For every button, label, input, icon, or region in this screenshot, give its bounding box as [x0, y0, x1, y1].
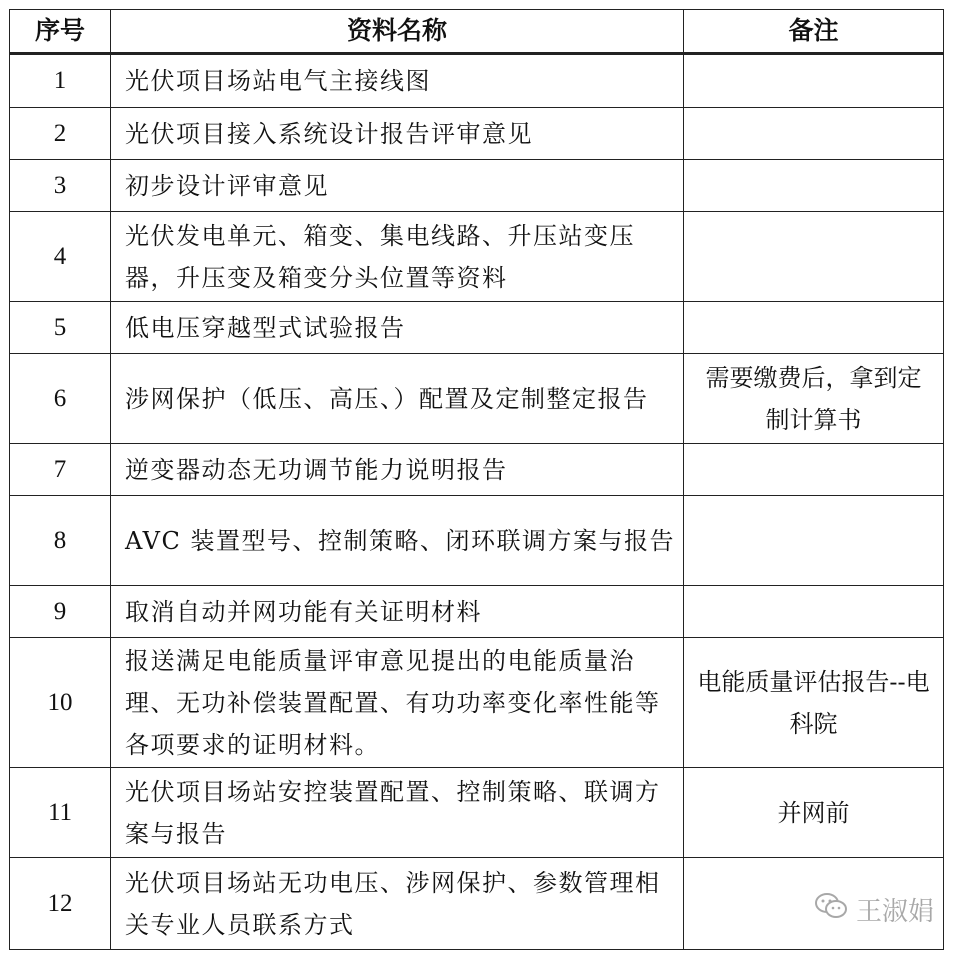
- row-name: 涉网保护（低压、高压、）配置及定制整定报告: [111, 354, 684, 444]
- row-no: 4: [10, 212, 111, 302]
- table-row: [10, 444, 944, 496]
- row-no: 9: [10, 586, 111, 638]
- row-note: [684, 444, 944, 496]
- table-row: [10, 108, 944, 160]
- watermark: [814, 891, 934, 928]
- row-name: 报送满足电能质量评审意见提出的电能质量治理、无功补偿装置配置、有功功率变化率性能等各项要求的证明材料。: [111, 638, 684, 768]
- header-no: 序号: [10, 10, 111, 54]
- row-note: [684, 54, 944, 108]
- row-name: 光伏项目场站安控装置配置、控制策略、联调方案与报告: [111, 768, 684, 858]
- header-name: 资料名称: [111, 10, 684, 54]
- row-no: 2: [10, 108, 111, 160]
- table-row: [10, 858, 944, 950]
- table-row: [10, 212, 944, 302]
- row-no: 7: [10, 444, 111, 496]
- wechat-icon: [814, 891, 848, 928]
- row-name: 逆变器动态无功调节能力说明报告: [111, 444, 684, 496]
- row-note: 需要缴费后，拿到定制计算书: [684, 354, 944, 444]
- table-row: [10, 160, 944, 212]
- row-no: 6: [10, 354, 111, 444]
- table-header-row: [10, 10, 944, 54]
- row-no: 5: [10, 302, 111, 354]
- table-row: [10, 354, 944, 444]
- row-note: [684, 160, 944, 212]
- row-note: 并网前: [684, 768, 944, 858]
- header-note: 备注: [684, 10, 944, 54]
- table-row: [10, 586, 944, 638]
- table-row: [10, 768, 944, 858]
- materials-table: [9, 9, 944, 950]
- table-row: [10, 54, 944, 108]
- row-name: 低电压穿越型式试验报告: [111, 302, 684, 354]
- row-no: 10: [10, 638, 111, 768]
- row-no: 3: [10, 160, 111, 212]
- watermark-text: 王淑娟: [855, 897, 934, 927]
- row-no: 12: [10, 858, 111, 950]
- table-row: [10, 638, 944, 768]
- table-row: [10, 302, 944, 354]
- row-no: 8: [10, 496, 111, 586]
- row-name: 取消自动并网功能有关证明材料: [111, 586, 684, 638]
- row-note: 电能质量评估报告--电科院: [684, 638, 944, 768]
- row-note: [684, 586, 944, 638]
- row-no: 11: [10, 768, 111, 858]
- row-no: 1: [10, 54, 111, 108]
- row-name: 光伏项目场站电气主接线图: [111, 54, 684, 108]
- row-note: [684, 212, 944, 302]
- row-note: [684, 496, 944, 586]
- row-note: [684, 108, 944, 160]
- row-name: 初步设计评审意见: [111, 160, 684, 212]
- row-name: 光伏发电单元、箱变、集电线路、升压站变压器，升压变及箱变分头位置等资料: [111, 212, 684, 302]
- row-name: 光伏项目接入系统设计报告评审意见: [111, 108, 684, 160]
- row-name: 光伏项目场站无功电压、涉网保护、参数管理相关专业人员联系方式: [111, 858, 684, 950]
- row-note: [684, 302, 944, 354]
- row-name: AVC 装置型号、控制策略、闭环联调方案与报告: [111, 496, 684, 586]
- table-row: [10, 496, 944, 586]
